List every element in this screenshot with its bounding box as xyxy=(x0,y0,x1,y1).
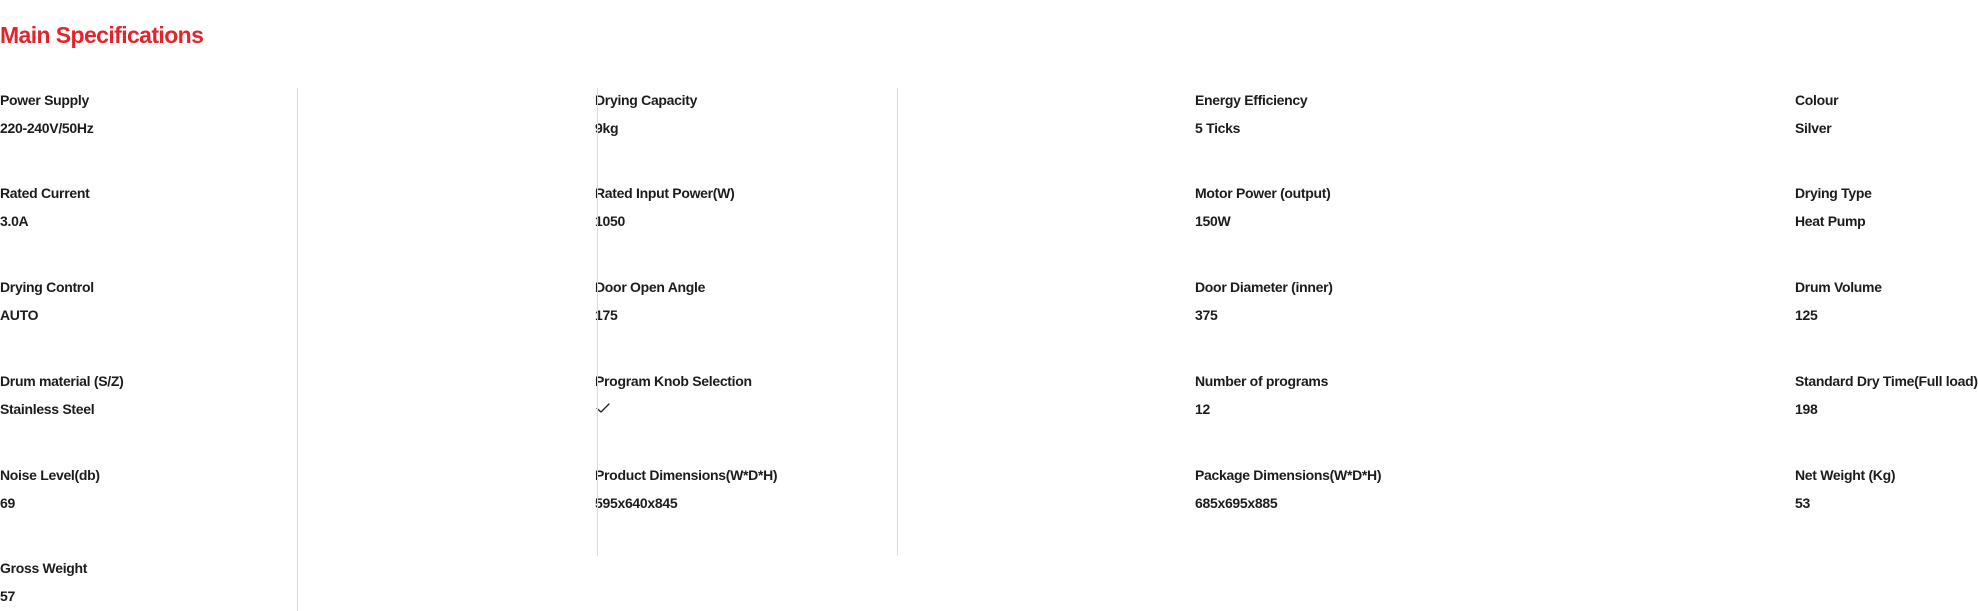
spec-value: 5 Ticks xyxy=(1195,120,1241,136)
spec-item-noise-level xyxy=(0,465,100,513)
spec-label: Colour xyxy=(1795,92,1839,108)
spec-item-motor-power xyxy=(1195,183,1331,231)
spec-label: Drum material (S/Z) xyxy=(0,373,124,389)
page-title: Main Specifications xyxy=(0,22,204,48)
spec-item-colour xyxy=(1795,90,1838,138)
spec-item-net-weight xyxy=(1795,465,1895,513)
spec-item-drying-type xyxy=(1795,183,1872,231)
spec-label: Gross Weight xyxy=(0,560,88,576)
spec-value: 57 xyxy=(0,588,15,604)
spec-value: 198 xyxy=(1795,401,1818,417)
spec-label: Package Dimensions(W*D*H) xyxy=(1195,467,1382,483)
spec-value: 175 xyxy=(595,307,618,323)
spec-label: Drying Capacity xyxy=(595,92,698,108)
spec-item-standard-dry-time xyxy=(1795,371,1978,419)
spec-value: 3.0A xyxy=(0,213,29,229)
spec-label: Standard Dry Time(Full load) xyxy=(1795,373,1978,389)
spec-value: 1050 xyxy=(595,213,625,229)
spec-value: AUTO xyxy=(0,307,39,323)
spec-label: Rated Input Power(W) xyxy=(595,185,735,201)
spec-value: 53 xyxy=(1795,495,1810,511)
spec-label: Drum Volume xyxy=(1795,279,1882,295)
spec-value: Silver xyxy=(1795,120,1832,136)
spec-label: Program Knob Selection xyxy=(595,373,752,389)
spec-value: Heat Pump xyxy=(1795,213,1866,229)
spec-label: Power Supply xyxy=(0,92,89,108)
spec-column-3 xyxy=(597,88,1382,556)
spec-label: Number of programs xyxy=(1195,373,1329,389)
spec-label: Door Diameter (inner) xyxy=(1195,279,1333,295)
spec-value: 9kg xyxy=(595,120,619,136)
spec-label: Door Open Angle xyxy=(595,279,706,295)
spec-label: Motor Power (output) xyxy=(1195,185,1331,201)
spec-item-drum-volume xyxy=(1795,277,1882,325)
spec-label: Drying Control xyxy=(0,279,94,295)
spec-value: 375 xyxy=(1195,307,1218,323)
spec-item-package-dimensions xyxy=(1195,465,1381,513)
spec-value: 69 xyxy=(0,495,15,511)
spec-label: Drying Type xyxy=(1795,185,1872,201)
spec-item-drum-material xyxy=(0,371,123,419)
spec-column-1 xyxy=(0,88,300,611)
spec-label: Product Dimensions(W*D*H) xyxy=(595,467,778,483)
spec-label: Rated Current xyxy=(0,185,90,201)
spec-item-gross-weight xyxy=(0,558,87,606)
spec-value: 220-240V/50Hz xyxy=(0,120,94,136)
spec-item-power-supply xyxy=(0,90,93,138)
spec-value: 125 xyxy=(1795,307,1818,323)
spec-value: Stainless Steel xyxy=(0,401,95,417)
spec-label: Energy Efficiency xyxy=(1195,92,1308,108)
spec-column-2 xyxy=(297,88,778,611)
spec-item-door-diameter xyxy=(1195,277,1333,325)
spec-value: 12 xyxy=(1195,401,1210,417)
spec-value: 685x695x885 xyxy=(1195,495,1278,511)
spec-item-number-of-programs xyxy=(1195,371,1328,419)
spec-label: Noise Level(db) xyxy=(0,467,100,483)
spec-item-energy-efficiency xyxy=(1195,90,1307,138)
spec-item-rated-current xyxy=(0,183,89,231)
spec-item-drying-control xyxy=(0,277,94,325)
spec-value: 150W xyxy=(1195,213,1231,229)
spec-label: Net Weight (Kg) xyxy=(1795,467,1896,483)
spec-value: 595x640x845 xyxy=(595,495,678,511)
